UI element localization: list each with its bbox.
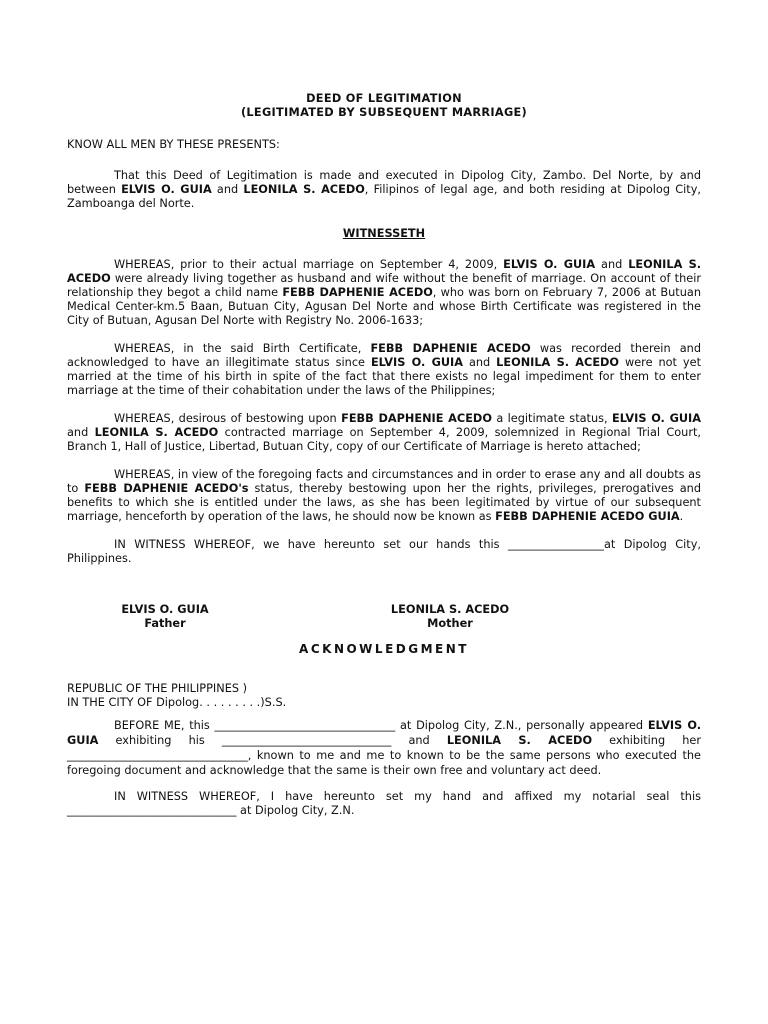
intro-paragraph: That this Deed of Legitimation is made and executed in Dipolog City, Zambo. Del Norte, by and between ELVIS O. GUIA and LEONILA S. ACEDO, Filipinos of legal age, and both residing at Dipolog City, Zamboanga del Norte. <box>67 169 701 210</box>
deed-body <box>67 92 701 566</box>
father-signature-block <box>100 603 230 631</box>
mother-signature-block <box>370 603 530 631</box>
notary-witness-paragraph: IN WITNESS WHEREOF, I have hereunto set my hand and affixed my notarial seal this ______________________________ at Dipolog City, Z.N. <box>67 790 701 817</box>
acknowledgment-body <box>67 682 701 818</box>
before-me-paragraph: BEFORE ME, this ________________________________ at Dipolog City, Z.N., personally appeared ELVIS O. GUIA exhibiting his ______________________________ and LEONILA S. ACEDO exhibiting her ________________________________, known to me and me to known to be the same persons who executed the foregoing document and acknowledge that the same is their own free and voluntary act deed. <box>67 719 701 777</box>
mother-name: LEONILA S. ACEDO <box>390 603 510 616</box>
witnesseth-heading: WITNESSETH <box>342 227 426 240</box>
acknowledgment-heading: ACKNOWLEDGMENT <box>299 642 469 656</box>
whereas-paragraph-4: WHEREAS, in view of the foregoing facts and circumstances and in order to erase any and all doubts as to FEBB DAPHENIE ACEDO's status, thereby bestowing upon her the rights, privileges, prerogatives and benefits to which she is entitled under the laws, as she has been legitimated by virtue of our subsequent marriage, henceforth by operation of the laws, he should now be known as FEBB DAPHENIE ACEDO GUIA. <box>67 468 701 523</box>
father-name: ELVIS O. GUIA <box>121 603 209 616</box>
deed-title: DEED OF LEGITIMATION <box>306 92 462 105</box>
whereas-paragraph-2: WHEREAS, in the said Birth Certificate, FEBB DAPHENIE ACEDO was recorded therein and acknowledged to have an illegitimate status since ELVIS O. GUIA and LEONILA S. ACEDO were not yet married at the time of his birth in spite of the fact that there exists no legal impediment for them to enter marriage at the time of their cohabitation under the laws of the Philippines; <box>67 342 701 397</box>
whereas-paragraph-1: WHEREAS, prior to their actual marriage on September 4, 2009, ELVIS O. GUIA and LEONILA S. ACEDO were already living together as husband and wife without the benefit of marriage. On account of their relationship they begot a child name FEBB DAPHENIE ACEDO, who was born on February 7, 2006 at Butuan Medical Center-km.5 Baan, Butuan City, Agusan Del Norte and whose Birth Certificate was registered in the City of Butuan, Agusan Del Norte with Registry No. 2006-1633; <box>67 258 701 327</box>
know-all-men: KNOW ALL MEN BY THESE PRESENTS: <box>67 138 280 151</box>
mother-role: Mother <box>427 617 473 630</box>
venue-city: IN THE CITY OF Dipolog. . . . . . . . .)S.S. <box>67 696 287 709</box>
venue-republic: REPUBLIC OF THE PHILIPPINES ) <box>67 682 248 695</box>
whereas-paragraph-3: WHEREAS, desirous of bestowing upon FEBB DAPHENIE ACEDO a legitimate status, ELVIS O. GUIA and LEONILA S. ACEDO contracted marriage on September 4, 2009, solemnized in Regional Trial Court, Branch 1, Hall of Justice, Libertad, Butuan City, copy of our Certificate of Marriage is hereto attached; <box>67 412 701 453</box>
deed-subtitle: (LEGITIMATED BY SUBSEQUENT MARRIAGE) <box>240 106 528 119</box>
in-witness-whereof-paragraph: IN WITNESS WHEREOF, we have hereunto set our hands this _________________at Dipolog City, Philippines. <box>67 538 701 565</box>
father-role: Father <box>144 617 186 630</box>
